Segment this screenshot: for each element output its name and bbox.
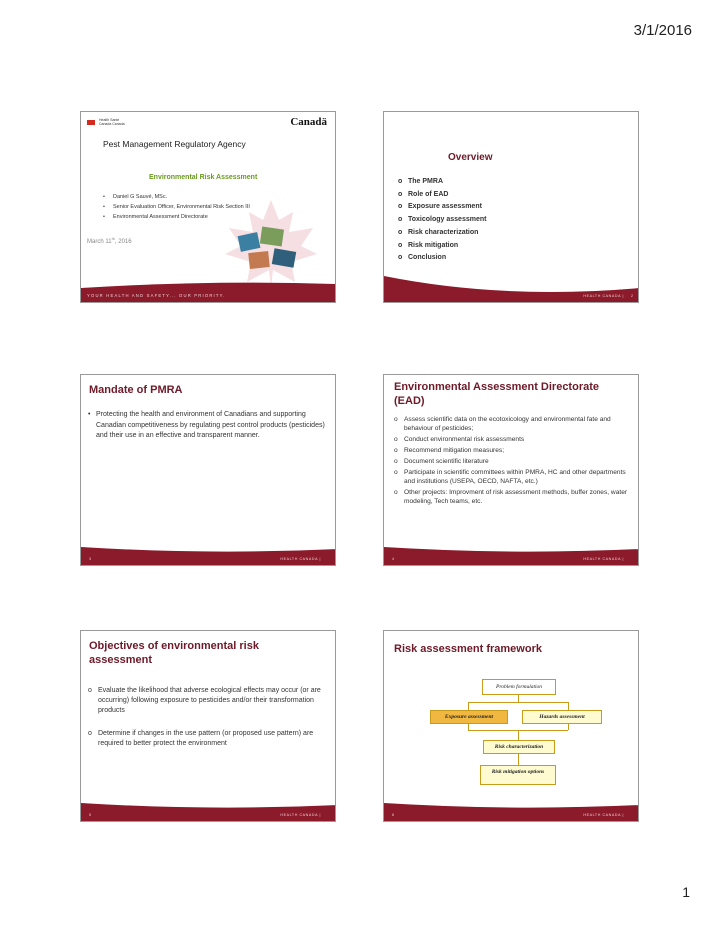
slide-title: Objectives of environmental risk assessment (89, 640, 259, 666)
slide-title: Overview (448, 152, 493, 163)
list-item: o Risk characterization (398, 228, 479, 236)
presentation-date: March 11th, 2016 (87, 236, 132, 245)
slide-title: Risk assessment framework (394, 643, 542, 655)
risk-characterization-box: Risk characterization (483, 740, 555, 754)
exposure-assessment-box: Exposure assessment (430, 710, 508, 724)
footer-label: HEALTH CANADA | (583, 813, 624, 817)
slide-number: 6 (392, 813, 394, 817)
ead-list (394, 416, 632, 509)
canada-wordmark: Canadä (290, 116, 327, 128)
list-item: o Toxicology assessment (398, 216, 487, 224)
slide-number: 5 (89, 813, 91, 817)
overview-list (398, 176, 486, 265)
list-item: o Determine if changes in the use pattern (or proposed use pattern) are required to better protect the environment (88, 729, 314, 747)
gov-signature: Health Santé Canada Canada (99, 118, 125, 126)
list-item: o Evaluate the likelihood that adverse ecological effects may occur (or are occurring) following exposure to pesticides and/or their transformation products (88, 687, 321, 715)
agency-name: Pest Management Regulatory Agency (103, 139, 246, 149)
slide-3-mandate (80, 374, 336, 566)
footer-label: HEALTH CANADA | (280, 813, 321, 817)
list-item: o Exposure assessment (398, 203, 482, 211)
list-item: o Recommend mitigation measures; (394, 447, 505, 455)
footer-tagline: YOUR HEALTH AND SAFETY... OUR PRIORITY. (87, 293, 226, 298)
list-item: o Participate in scientific committees within PMRA, HC and other departments and institutions (USEPA, OECD, NAFTA, etc.) (394, 469, 626, 486)
footer-label: HEALTH CANADA | (583, 294, 624, 298)
list-item: • Senior Evaluation Officer, Environmental Risk Section III (103, 204, 250, 210)
slide-number: 3 (89, 557, 91, 561)
list-item: o Document scientific literature (394, 458, 489, 466)
slide-title: Mandate of PMRA (89, 384, 183, 396)
slide-title: Environmental Assessment Directorate (EAD) (394, 381, 599, 407)
slide-5-objectives (80, 630, 336, 822)
list-item: o The PMRA (398, 178, 443, 185)
list-item: • Environmental Assessment Directorate (103, 214, 208, 220)
mandate-text: • Protecting the health and environment of Canadians and supporting Canadian competitiveness by regulating pest control products (pesticides) and their use in an effective and transparent manner. (88, 411, 325, 439)
slide-4-ead (383, 374, 639, 566)
problem-formulation-box: Problem formulation (482, 679, 556, 695)
objectives-list (88, 686, 328, 761)
page-number: 1 (682, 884, 690, 900)
list-item: o Risk mitigation (398, 241, 459, 249)
slide-2-overview (383, 111, 639, 303)
slide-number: 2 (631, 294, 633, 298)
slide-1-title (80, 111, 336, 303)
list-item: o Role of EAD (398, 190, 449, 198)
list-item: o Conduct environmental risk assessments (394, 436, 525, 443)
footer-label: HEALTH CANADA | (583, 557, 624, 561)
page-date: 3/1/2016 (633, 22, 692, 39)
slide-6-framework (383, 630, 639, 822)
list-item: • Daniel G Sauvé, MSc. (103, 194, 168, 200)
list-item: o Other projects: Improvment of risk assessment methods, buffer zones, water modeling, Tech teams, etc. (394, 489, 628, 506)
risk-mitigation-box: Risk mitigation options (480, 765, 556, 785)
canada-flag-icon (87, 120, 95, 125)
slide-number: 4 (392, 557, 394, 561)
hazards-assessment-box: Hazards assessment (522, 710, 602, 724)
footer-label: HEALTH CANADA | (280, 557, 321, 561)
presentation-subtitle: Environmental Risk Assessment (149, 174, 258, 181)
list-item: o Conclusion (398, 254, 447, 262)
list-item: o Assess scientific data on the ecotoxicology and environmental fate and behaviour of pesticides; (394, 416, 611, 432)
